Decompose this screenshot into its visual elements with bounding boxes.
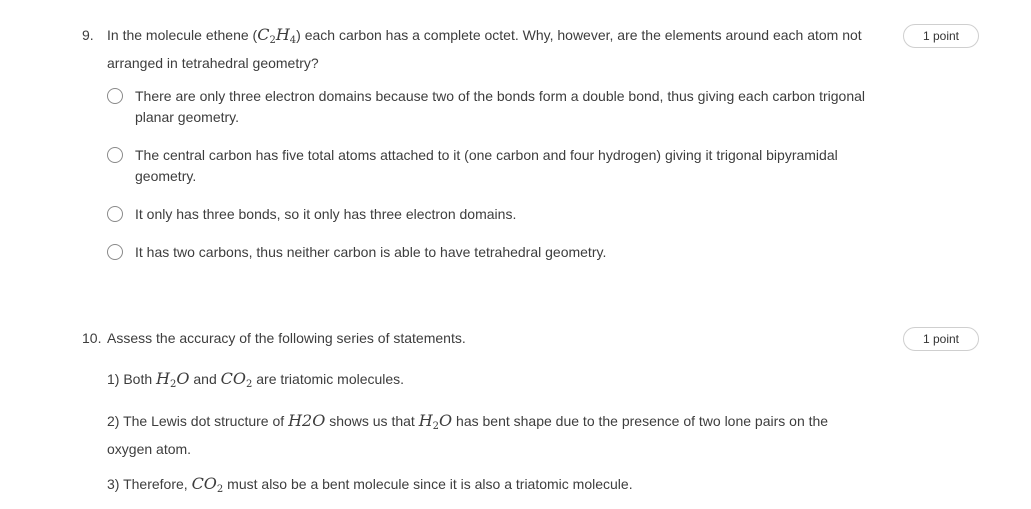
option-label: It only has three bonds, so it only has three electron domains. [135, 206, 517, 222]
formula-c2h4: $C_2H_4$ [257, 25, 297, 46]
question-9-text-part-a: In the molecule ethene ( [107, 27, 258, 43]
option-label: The central carbon has five total atoms attached to it (one carbon and four hydrogen) giving it trigonal bipyramidal geometry. [135, 147, 838, 184]
statement-2: 2) The Lewis dot structure of H2O shows us that $H_2O$ has bent shape due to the presence of two lone pairs on the oxygen atom. [107, 411, 829, 457]
statement-3: 3) Therefore, $CO_2$ must also be a bent molecule since it is also a triatomic molecule. [107, 474, 633, 495]
formula-h2o-plain: H2O [288, 411, 326, 430]
question-9-option-3[interactable] [107, 204, 895, 225]
statement-1: 1) Both $H_2O$ and $CO_2$ are triatomic molecules. [107, 369, 405, 390]
question-9-option-1[interactable] [107, 86, 895, 128]
question-10-text: Assess the accuracy of the following series of statements. [107, 330, 466, 346]
question-9-text [107, 24, 907, 74]
formula-h2o: $H_2O$ [156, 369, 190, 390]
formula-h2o: $H_2O$ [418, 411, 453, 432]
question-10-points-badge: 1 point [903, 327, 979, 351]
radio-button[interactable] [107, 88, 123, 104]
question-9-option-2[interactable] [107, 145, 895, 187]
question-9-points-badge: 1 point [903, 24, 979, 48]
radio-button[interactable] [107, 206, 123, 222]
option-label: There are only three electron domains because two of the bonds form a double bond, thus giving each carbon trigonal planar geometry. [135, 88, 866, 125]
radio-button[interactable] [107, 244, 123, 260]
formula-co2: $CO_2$ [220, 369, 253, 390]
question-9-option-4[interactable] [107, 242, 895, 263]
question-9-text-part-b: ) each carbon has a complete octet. Why, however, are the elements around each atom not arranged in tetrahedral geometry? [107, 27, 862, 71]
formula-co2: $CO_2$ [191, 474, 224, 495]
question-9-number: 9. [82, 27, 94, 43]
question-10-number: 10. [82, 330, 102, 346]
option-label: It has two carbons, thus neither carbon is able to have tetrahedral geometry. [135, 244, 607, 260]
radio-button[interactable] [107, 147, 123, 163]
